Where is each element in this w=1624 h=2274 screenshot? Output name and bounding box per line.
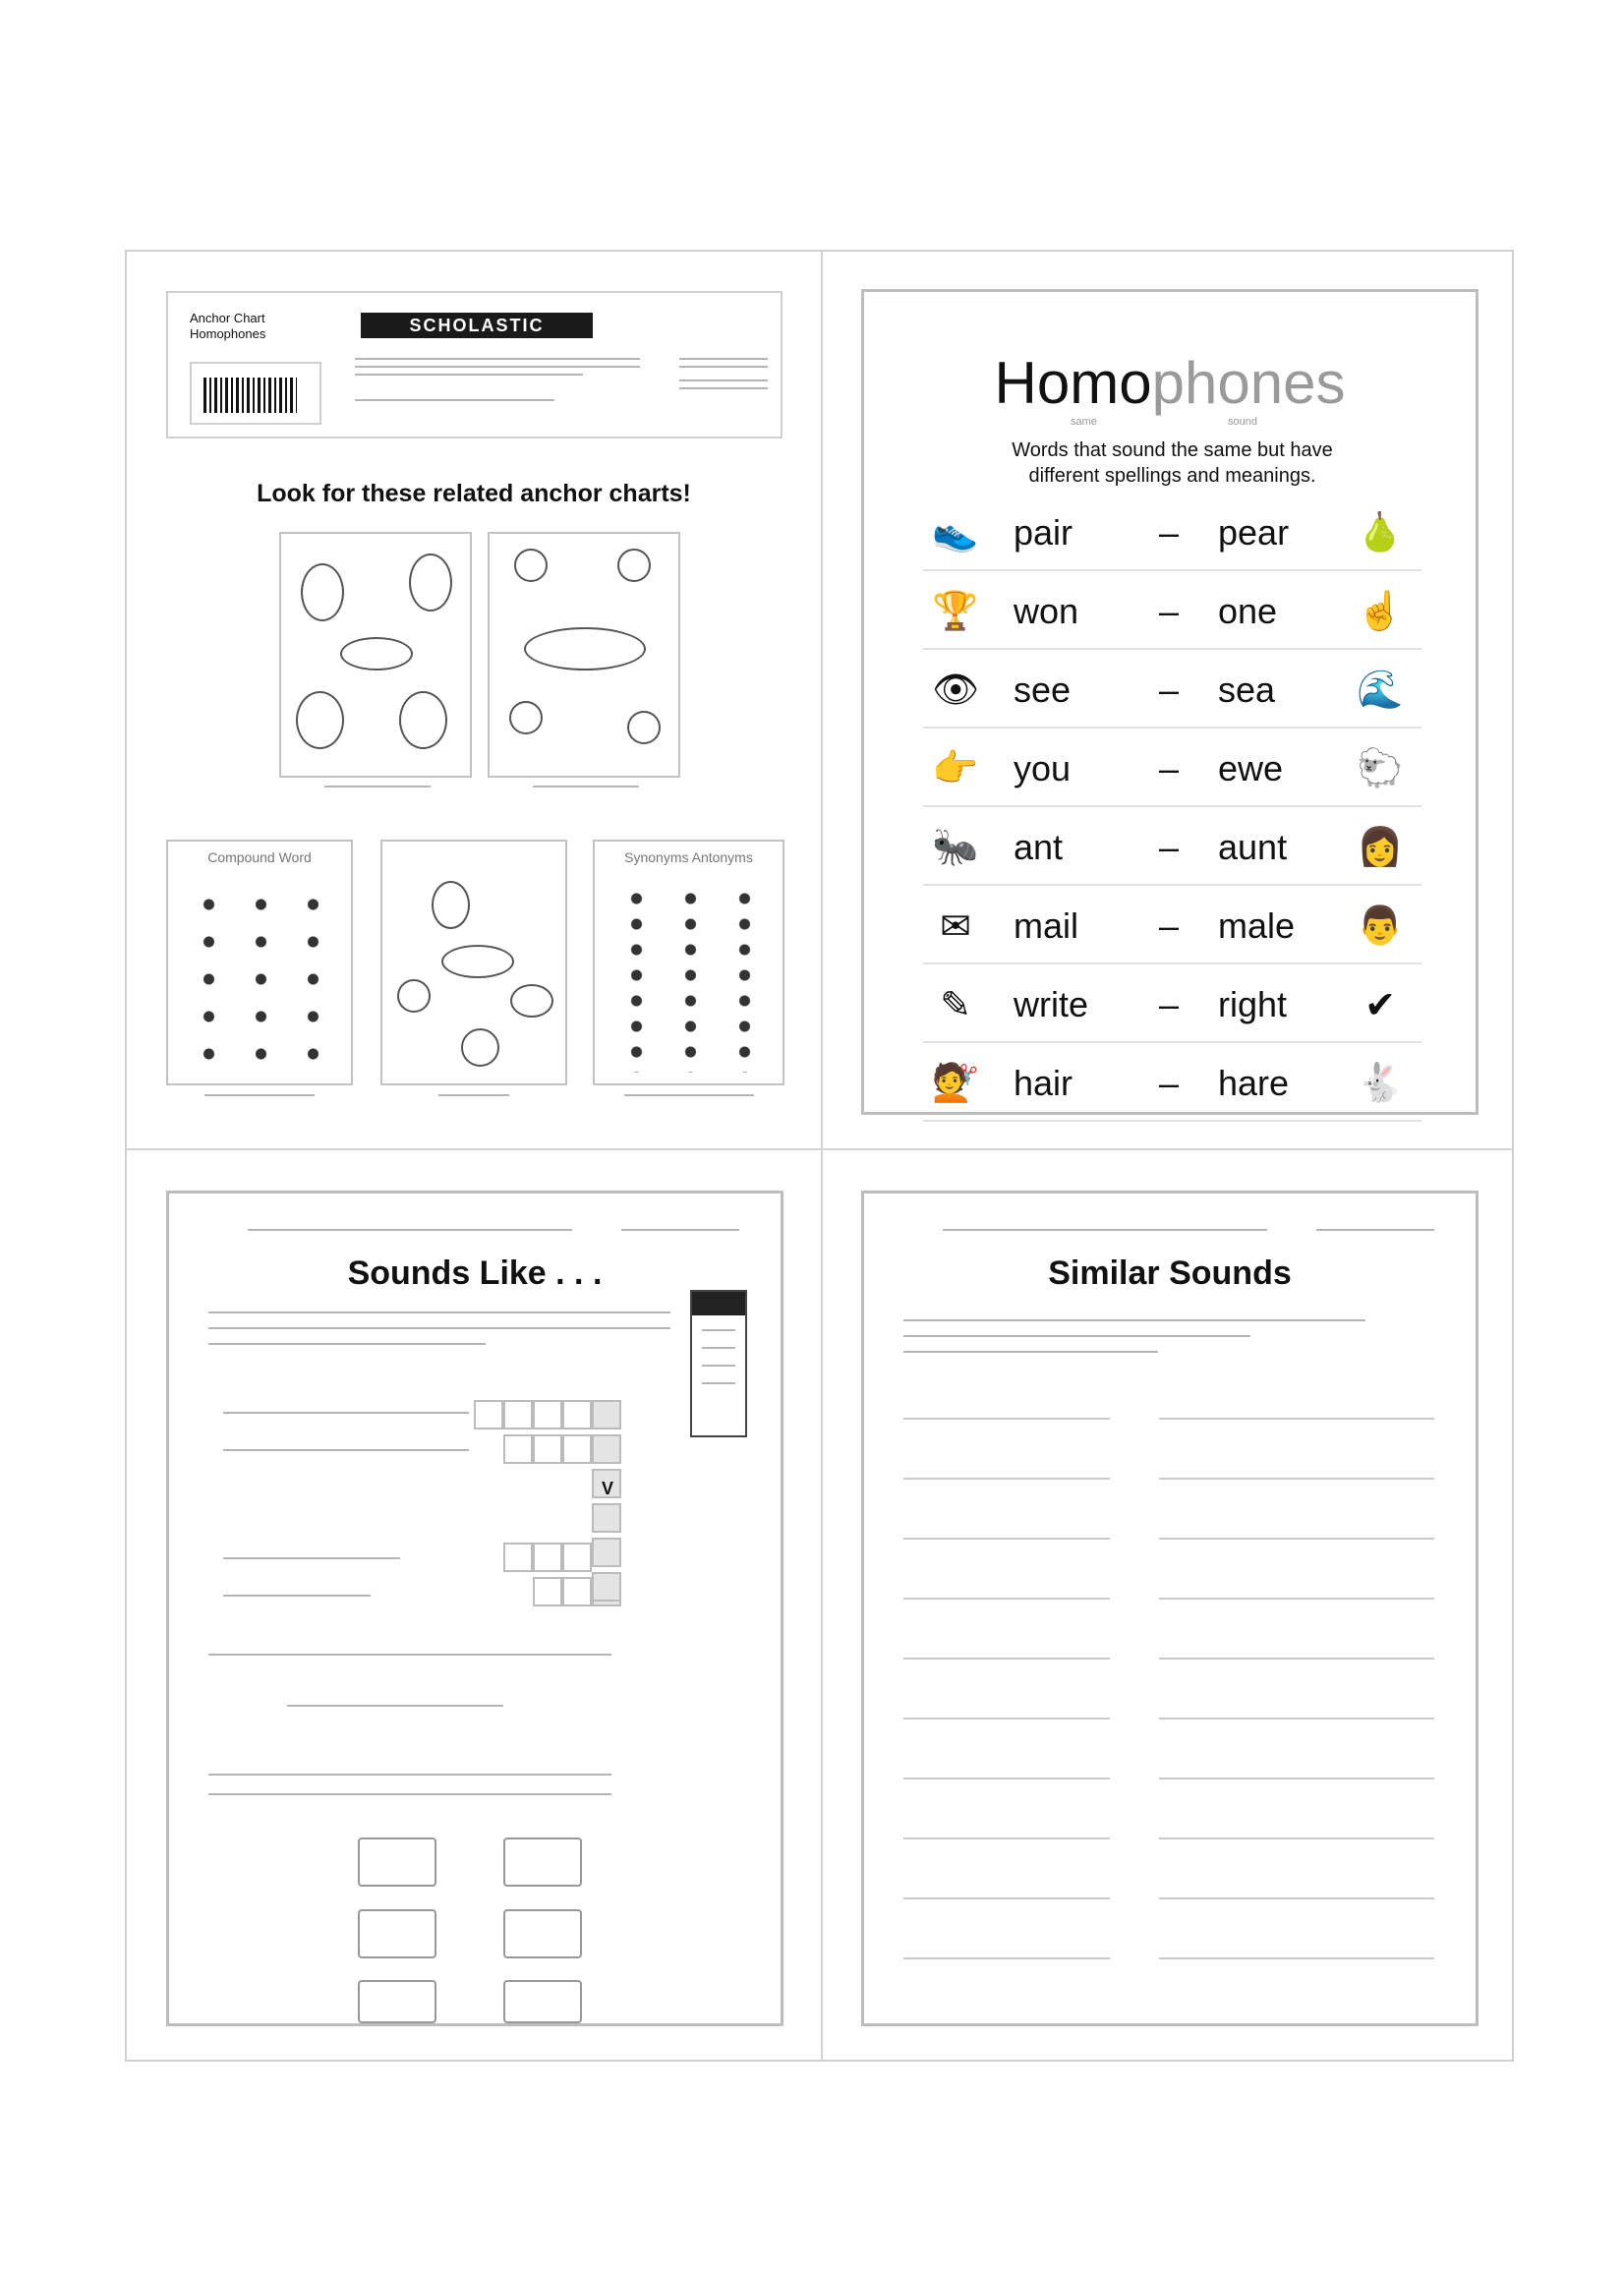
puzzle-piece[interactable] — [503, 1909, 582, 1958]
homophone-word-left: mail — [1014, 905, 1079, 946]
item-sentence-line[interactable] — [1159, 1837, 1434, 1839]
cartoon-figure-icon — [432, 881, 470, 929]
similar-sounds-worksheet — [861, 1191, 1479, 2026]
item-sentence-line[interactable] — [1159, 1957, 1434, 1959]
icon-grid — [609, 886, 772, 1073]
thumbnail-title: Synonyms Antonyms — [624, 849, 753, 865]
eye-icon: 👁 — [931, 670, 980, 711]
crossword-cell[interactable] — [592, 1503, 621, 1533]
homophone-word-right: ewe — [1218, 748, 1284, 788]
doodle-icon — [397, 979, 431, 1013]
crossword-cell[interactable] — [503, 1543, 533, 1572]
item-sentence-line[interactable] — [1159, 1478, 1434, 1480]
finger-icon: ☝ — [1357, 591, 1404, 632]
definition-line-1: Words that sound the same but have — [1012, 439, 1333, 461]
puzzle-piece[interactable] — [358, 1909, 436, 1958]
pencil-icon: ✎ — [940, 984, 971, 1026]
doodle-icon — [461, 1028, 499, 1067]
horizontal-divider — [127, 1148, 1512, 1150]
puzzle-piece[interactable] — [503, 1980, 582, 2023]
dash: – — [1159, 512, 1180, 553]
homophone-row — [923, 577, 1421, 650]
homophones-anchor-chart — [861, 289, 1479, 1115]
scholastic-logo: SCHOLASTIC — [361, 313, 593, 338]
thumbnail-verb-chart — [279, 532, 472, 778]
sheep-icon: 🐑 — [1357, 748, 1404, 789]
clue-2 — [223, 1449, 469, 1451]
cloud-icon — [340, 637, 413, 671]
thumbnail-caption — [608, 1094, 770, 1096]
homophone-word-left: hair — [1014, 1063, 1073, 1103]
waves-icon: 🌊 — [1357, 670, 1404, 711]
item-word-line[interactable] — [903, 1598, 1110, 1600]
instructions — [208, 1312, 670, 1345]
dash: – — [1159, 748, 1180, 788]
thumbnail-synonyms-antonyms-chart — [593, 840, 784, 1085]
homophone-word-left: see — [1014, 670, 1072, 710]
riddle-line — [208, 1654, 611, 1656]
homophone-word-left: write — [1014, 984, 1089, 1024]
item-sentence-line[interactable] — [1159, 1718, 1434, 1720]
item-sentence-line[interactable] — [1159, 1598, 1434, 1600]
item-word-line[interactable] — [903, 1837, 1110, 1839]
match-instructions-2 — [208, 1793, 611, 1795]
thumbnail-caption — [181, 1094, 338, 1096]
doodle-icon — [617, 549, 651, 582]
hair-icon: 💇 — [932, 1063, 979, 1104]
crossword-cell[interactable] — [503, 1434, 533, 1464]
homophone-word-left: you — [1014, 748, 1072, 788]
pointing-icon: 👉 — [932, 748, 979, 789]
item-sentence-line[interactable] — [1159, 1778, 1434, 1779]
crossword-cell[interactable] — [592, 1434, 621, 1464]
dash: – — [1159, 905, 1180, 946]
title-annotation-same: same — [1071, 416, 1097, 428]
rabbit-icon: 🐇 — [1357, 1063, 1404, 1104]
clue-3 — [223, 1557, 400, 1559]
riddle-answer-line[interactable] — [287, 1705, 503, 1707]
pear-icon: 🍐 — [1357, 512, 1404, 554]
label-fineprint-right — [679, 352, 768, 389]
ant-icon: 🐜 — [932, 827, 979, 868]
thumbnail-caption — [395, 1094, 552, 1096]
homophone-word-right: one — [1218, 591, 1278, 631]
crossword-cell[interactable] — [592, 1572, 621, 1602]
vertical-divider — [821, 252, 823, 2060]
homophone-row — [923, 656, 1421, 729]
cloud-icon — [441, 945, 514, 978]
doodle-icon — [509, 701, 543, 734]
label-fineprint — [355, 352, 640, 401]
item-word-line[interactable] — [903, 1957, 1110, 1959]
homophone-row — [923, 813, 1421, 886]
definition-line-2: different spellings and meanings. — [1028, 465, 1316, 487]
homophone-row — [923, 892, 1421, 964]
man-icon: 👨 — [1357, 905, 1404, 947]
item-word-line[interactable] — [903, 1418, 1110, 1420]
product-label — [166, 291, 783, 438]
cartoon-figure-icon — [399, 691, 447, 749]
thumbnail-caption — [289, 786, 466, 787]
dash: – — [1159, 827, 1180, 867]
crossword-cell[interactable] — [562, 1400, 592, 1429]
similar-sounds-title: Similar Sounds — [1048, 1254, 1292, 1292]
puzzle-piece[interactable] — [358, 1837, 436, 1887]
label-line-1: Anchor Chart — [190, 311, 265, 325]
doodle-icon — [510, 984, 553, 1018]
puzzle-piece[interactable] — [358, 1980, 436, 2023]
cloud-icon — [524, 627, 646, 671]
barcode-icon — [203, 378, 297, 413]
homophones-definition — [913, 437, 1431, 489]
homophone-word-right: aunt — [1218, 827, 1288, 867]
check-icon: ✔ — [1364, 984, 1396, 1026]
item-word-line[interactable] — [903, 1658, 1110, 1660]
dash: – — [1159, 984, 1180, 1024]
woman-icon: 👩 — [1357, 827, 1404, 868]
crossword-cell[interactable] — [533, 1434, 562, 1464]
match-instructions-1 — [208, 1774, 611, 1776]
clue-4 — [223, 1595, 371, 1597]
title-phones: phones — [1151, 350, 1346, 416]
crossword-cell[interactable] — [562, 1577, 592, 1606]
dash: – — [1159, 670, 1180, 710]
doodle-icon — [514, 549, 548, 582]
homophone-word-right: male — [1218, 905, 1296, 946]
shoes-icon: 👟 — [932, 512, 979, 554]
cartoon-figure-icon — [296, 691, 344, 749]
title-annotation-sound: sound — [1228, 416, 1257, 428]
homophone-word-right: sea — [1218, 670, 1276, 710]
homophone-row — [923, 734, 1421, 807]
related-charts-heading: Look for these related anchor charts! — [257, 480, 691, 507]
crossword-cell[interactable] — [503, 1400, 533, 1429]
homophone-word-left: pair — [1014, 512, 1073, 553]
doodle-icon — [627, 711, 661, 744]
label-line-2: Homophones — [190, 326, 266, 341]
thumbnail-noun-chart — [380, 840, 567, 1085]
cartoon-figure-icon — [301, 563, 344, 621]
item-sentence-line[interactable] — [1159, 1418, 1434, 1420]
dash: – — [1159, 591, 1180, 631]
crossword-cell[interactable] — [562, 1543, 592, 1572]
crossword-cell[interactable] — [592, 1538, 621, 1567]
label-text — [190, 311, 265, 342]
trophy-icon: 🏆 — [932, 591, 979, 632]
crossword-cell[interactable] — [533, 1400, 562, 1429]
crossword-cell[interactable] — [474, 1400, 503, 1429]
item-word-line[interactable] — [903, 1718, 1110, 1720]
sounds-like-worksheet — [166, 1191, 783, 2026]
grid-letter: V — [602, 1479, 614, 1498]
item-word-line[interactable] — [903, 1897, 1110, 1899]
crossword-cell[interactable] — [592, 1400, 621, 1429]
homophone-word-right: hare — [1218, 1063, 1290, 1103]
thumbnail-compound-word-chart — [166, 840, 353, 1085]
homophone-row — [923, 498, 1421, 571]
item-word-line[interactable] — [903, 1478, 1110, 1480]
thumbnail-caption — [497, 786, 674, 787]
item-sentence-line[interactable] — [1159, 1658, 1434, 1660]
clue-1 — [223, 1412, 469, 1414]
puzzle-piece[interactable] — [503, 1837, 582, 1887]
homophone-word-left: ant — [1014, 827, 1064, 867]
sounds-like-title: Sounds Like . . . — [347, 1254, 603, 1292]
word-bank — [690, 1290, 747, 1437]
item-word-line[interactable] — [903, 1778, 1110, 1779]
homophones-title — [864, 349, 1476, 417]
thumbnail-title: Compound Word — [207, 849, 312, 865]
item-sentence-line[interactable] — [1159, 1897, 1434, 1899]
homophone-word-right: right — [1218, 984, 1288, 1024]
thumbnail-adjective-chart — [488, 532, 680, 778]
icon-grid — [183, 886, 340, 1073]
homophone-word-left: won — [1014, 591, 1079, 631]
cartoon-figure-icon — [409, 554, 452, 612]
instructions — [903, 1319, 1365, 1353]
crossword-cell[interactable] — [533, 1577, 562, 1606]
dash: – — [1159, 1063, 1180, 1103]
item-word-line[interactable] — [903, 1538, 1110, 1540]
envelope-icon: ✉ — [940, 905, 971, 948]
crossword-cell[interactable] — [533, 1543, 562, 1572]
homophone-row — [923, 970, 1421, 1043]
homophone-word-right: pear — [1218, 512, 1290, 553]
item-sentence-line[interactable] — [1159, 1538, 1434, 1540]
worksheet-sheet — [125, 250, 1514, 2062]
crossword-cell[interactable] — [562, 1434, 592, 1464]
title-homo: Homo — [994, 350, 1152, 416]
homophone-row — [923, 1049, 1421, 1122]
related-charts-panel — [127, 252, 821, 1148]
